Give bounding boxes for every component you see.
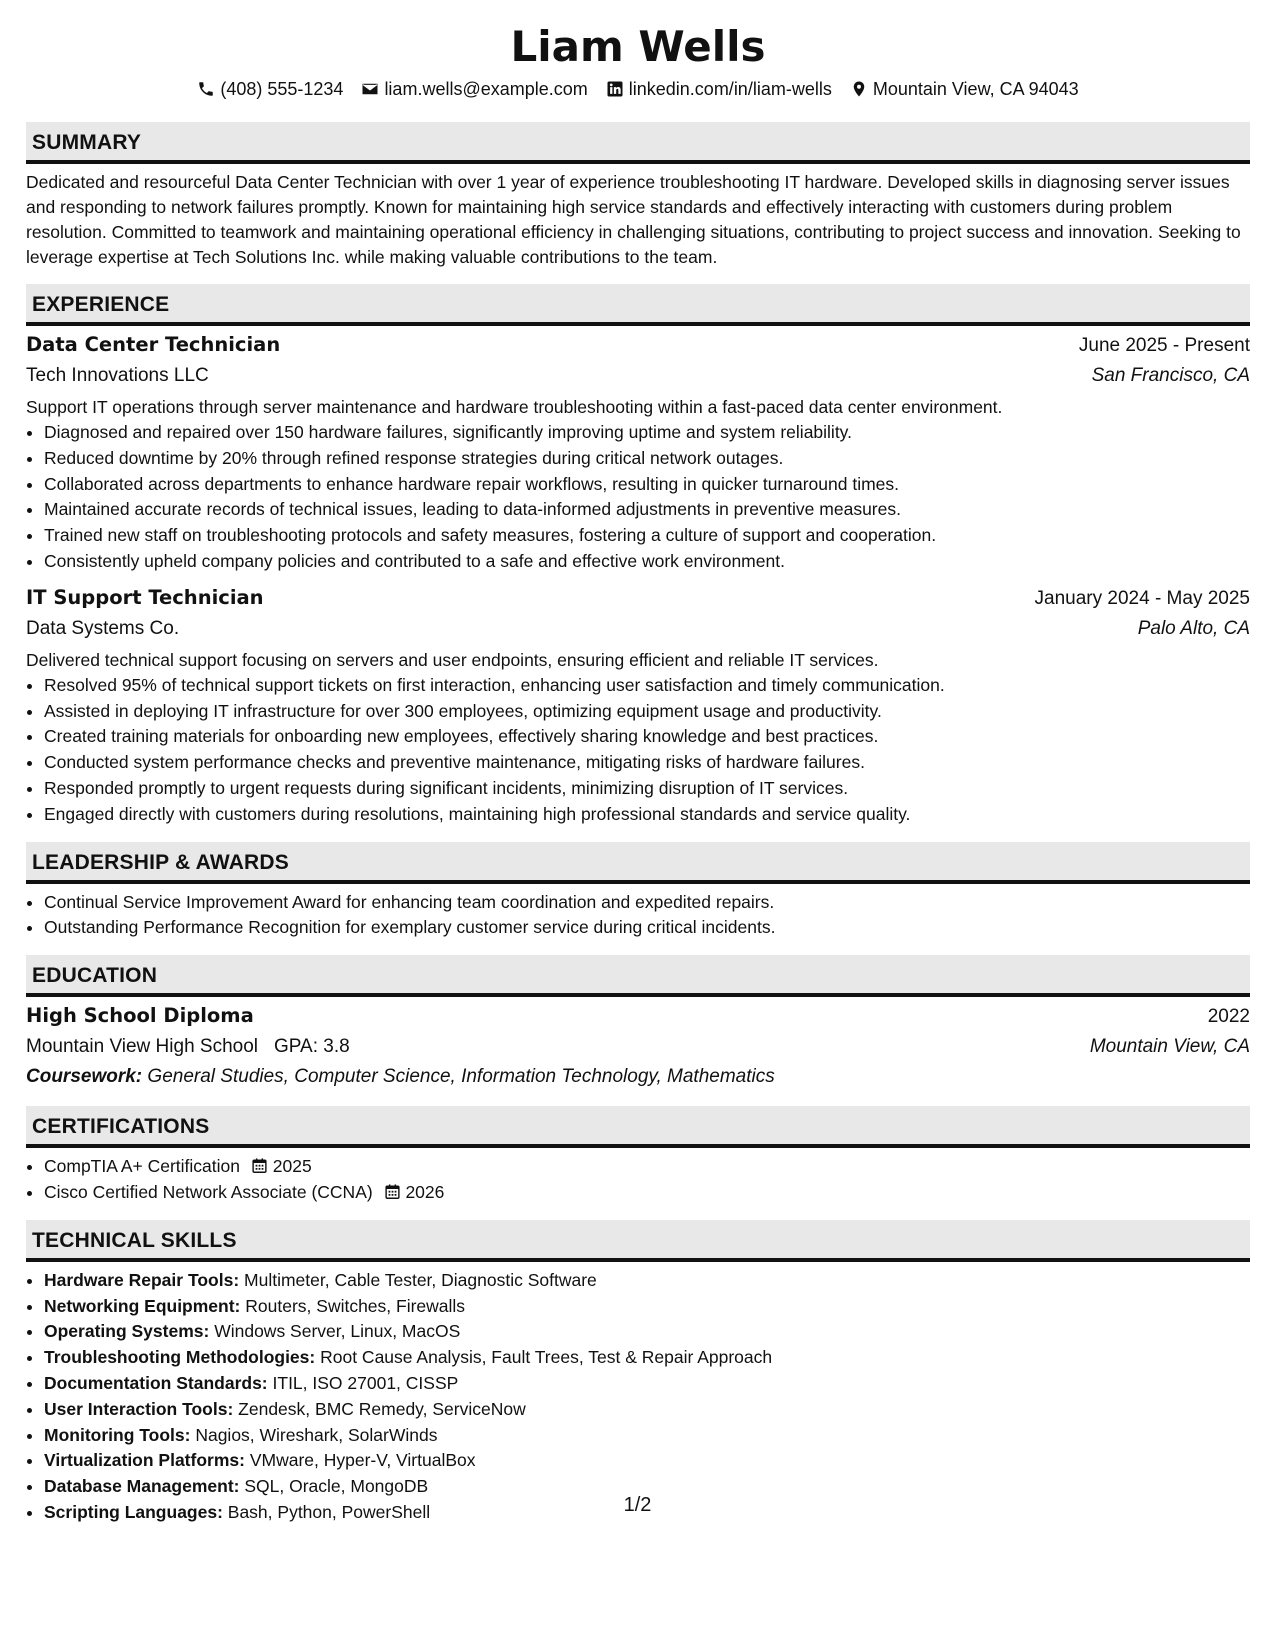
graduation-year: 2022 — [1207, 1006, 1250, 1028]
leadership-section — [26, 842, 1250, 942]
list-item: • Engaged directly with customers during resolutions, maintaining high professional standards and service quality. — [44, 802, 1250, 828]
job-bullets — [26, 420, 1250, 575]
contact-phone — [197, 76, 343, 102]
list-item: • Outstanding Performance Recognition for exemplary customer service during critical incidents. — [44, 915, 1250, 941]
list-item — [44, 1371, 1250, 1397]
candidate-name: Liam Wells — [510, 22, 766, 71]
skill-value: SQL, Oracle, MongoDB — [244, 1476, 429, 1497]
envelope-icon — [361, 80, 379, 98]
skill-label: Scripting Languages: — [44, 1501, 223, 1522]
list-item — [44, 1448, 1250, 1474]
list-item — [44, 1180, 1250, 1206]
job-entry — [26, 330, 1250, 575]
list-item: • Diagnosed and repaired over 150 hardware failures, significantly improving uptime and system reliability. — [44, 420, 1250, 446]
job-company-row — [26, 361, 1250, 391]
job-dates: June 2025 - Present — [1078, 335, 1250, 356]
location-text: Mountain View, CA 94043 — [872, 79, 1079, 99]
experience-heading: EXPERIENCE — [26, 284, 1250, 326]
list-item — [44, 1423, 1250, 1449]
job-dates: January 2024 - May 2025 — [1034, 587, 1250, 609]
school-line — [26, 1032, 350, 1062]
list-item: • Consistently upheld company policies and contributed to a safe and effective work environment. — [44, 549, 1250, 575]
job-company: Tech Innovations LLC — [26, 365, 209, 386]
linkedin-text[interactable]: linkedin.com/in/liam-wells — [628, 79, 832, 99]
school-location: Mountain View, CA — [1089, 1036, 1250, 1058]
phone-icon — [197, 80, 215, 98]
skill-label: Virtualization Platforms: — [44, 1450, 245, 1471]
skill-label: Database Management: — [44, 1476, 240, 1497]
education-section — [26, 955, 1250, 1092]
skill-value: Nagios, Wireshark, SolarWinds — [195, 1424, 438, 1445]
skill-value: ITIL, ISO 27001, CISSP — [272, 1372, 459, 1393]
page-number: 1/2 — [623, 1494, 652, 1516]
linkedin-icon — [606, 80, 624, 98]
job-location: Palo Alto, CA — [1137, 617, 1250, 639]
list-item: • Created training materials for onboarding new employees, effectively sharing knowledge and best practices. — [44, 724, 1250, 750]
summary-section — [26, 122, 1250, 270]
list-item — [44, 1154, 1250, 1180]
education-entry — [26, 1001, 1250, 1092]
skill-label: User Interaction Tools: — [44, 1398, 234, 1419]
list-item — [44, 1319, 1250, 1345]
list-item — [44, 1294, 1250, 1320]
gpa-text: GPA: 3.8 — [274, 1036, 350, 1058]
coursework-label: Coursework: — [26, 1066, 143, 1088]
list-item: • Reduced downtime by 20% through refined response strategies during critical network outages. — [44, 446, 1250, 472]
skill-label: Hardware Repair Tools: — [44, 1269, 240, 1290]
skill-value: VMware, Hyper-V, VirtualBox — [249, 1450, 476, 1471]
job-company: Data Systems Co. — [26, 617, 180, 639]
education-heading: EDUCATION — [26, 955, 1250, 997]
certification-year: 2026 — [405, 1181, 445, 1202]
list-item: • Trained new staff on troubleshooting protocols and safety measures, fostering a culture of support and cooperation. — [44, 523, 1250, 549]
contact-location — [850, 76, 1079, 102]
skill-label: Networking Equipment: — [44, 1295, 241, 1316]
summary-text: Dedicated and resourceful Data Center Technician with over 1 year of experience troubleshooting IT hardware. Developed skills in diagnosing server issues and responding to network failures promptly. Known for maintaining high service standards and effectively interacting with customers during problem resolution. Committed to teamwork and maintaining operational efficiency in challenging situations, contributing to project success and innovation. Seeking to leverage expertise at Tech Solutions Inc. while making valuable contributions to the team. — [26, 172, 1241, 267]
skill-value: Zendesk, BMC Remedy, ServiceNow — [238, 1398, 526, 1419]
list-item: • Continual Service Improvement Award for enhancing team coordination and expedited repairs. — [44, 890, 1250, 916]
school-row — [26, 1032, 1250, 1062]
skill-label: Operating Systems: — [44, 1321, 210, 1342]
contact-email[interactable] — [361, 76, 587, 102]
skill-value: Root Cause Analysis, Fault Trees, Test & Repair Approach — [320, 1347, 773, 1368]
skill-value: Bash, Python, PowerShell — [227, 1501, 431, 1522]
map-pin-icon — [850, 80, 868, 98]
job-title-row — [26, 330, 1250, 361]
resume-page — [26, 20, 1250, 1526]
list-item — [44, 1268, 1250, 1294]
certification-name: CompTIA A+ Certification — [44, 1156, 240, 1177]
certifications-section — [26, 1106, 1250, 1206]
list-item: • Conducted system performance checks and preventive maintenance, mitigating risks of hardware failures. — [44, 750, 1250, 776]
skill-value: Multimeter, Cable Tester, Diagnostic Software — [244, 1269, 597, 1290]
skills-list — [26, 1268, 1250, 1526]
skills-section — [26, 1220, 1250, 1526]
list-item: • Maintained accurate records of technical issues, leading to data-informed adjustments in preventive measures. — [44, 497, 1250, 523]
certifications-heading: CERTIFICATIONS — [26, 1106, 1250, 1148]
list-item — [44, 1397, 1250, 1423]
leadership-list — [26, 890, 1250, 942]
phone-text: (408) 555-1234 — [220, 79, 344, 99]
school-name: Mountain View High School — [26, 1036, 259, 1058]
list-item: • Resolved 95% of technical support tickets on first interaction, enhancing user satisfaction and timely communication. — [44, 673, 1250, 699]
job-title: Data Center Technician — [26, 333, 281, 356]
certification-year: 2025 — [272, 1156, 312, 1177]
list-item — [44, 1345, 1250, 1371]
calendar-icon — [251, 1157, 268, 1174]
skill-label: Documentation Standards: — [44, 1372, 268, 1393]
skill-value: Routers, Switches, Firewalls — [245, 1295, 466, 1316]
certifications-list — [26, 1154, 1250, 1206]
leadership-heading: LEADERSHIP & AWARDS — [26, 842, 1250, 884]
skills-heading: TECHNICAL SKILLS — [26, 1220, 1250, 1262]
coursework-line — [26, 1062, 1250, 1092]
degree-title: High School Diploma — [26, 1004, 254, 1028]
email-text[interactable]: liam.wells@example.com — [384, 79, 588, 99]
summary-heading: SUMMARY — [26, 122, 1250, 164]
job-intro: Delivered technical support focusing on servers and user endpoints, ensuring efficient and reliable IT services. — [26, 649, 879, 670]
list-item: • Assisted in deploying IT infrastructure for over 300 employees, optimizing equipment usage and productivity. — [44, 699, 1250, 725]
job-bullets — [26, 673, 1250, 828]
skill-label: Troubleshooting Methodologies: — [44, 1347, 316, 1368]
experience-section — [26, 284, 1250, 828]
contact-linkedin[interactable] — [606, 76, 832, 102]
coursework-text: General Studies, Computer Science, Information Technology, Mathematics — [147, 1066, 775, 1088]
job-entry — [26, 583, 1250, 828]
list-item: • Collaborated across departments to enhance hardware repair workflows, resulting in quicker turnaround times. — [44, 472, 1250, 498]
job-company-row — [26, 614, 1250, 644]
job-intro: Support IT operations through server maintenance and hardware troubleshooting within a fast-paced data center environment. — [26, 397, 1003, 417]
skill-label: Monitoring Tools: — [44, 1424, 191, 1445]
job-location: San Francisco, CA — [1091, 365, 1250, 386]
certification-name: Cisco Certified Network Associate (CCNA) — [44, 1181, 373, 1202]
job-title: IT Support Technician — [26, 585, 264, 609]
skill-value: Windows Server, Linux, MacOS — [214, 1321, 461, 1342]
job-title-row — [26, 583, 1250, 614]
list-item: • Responded promptly to urgent requests during significant incidents, minimizing disruption of IT services. — [44, 776, 1250, 802]
degree-row — [26, 1001, 1250, 1032]
contact-row — [26, 76, 1250, 102]
calendar-icon — [384, 1183, 401, 1200]
